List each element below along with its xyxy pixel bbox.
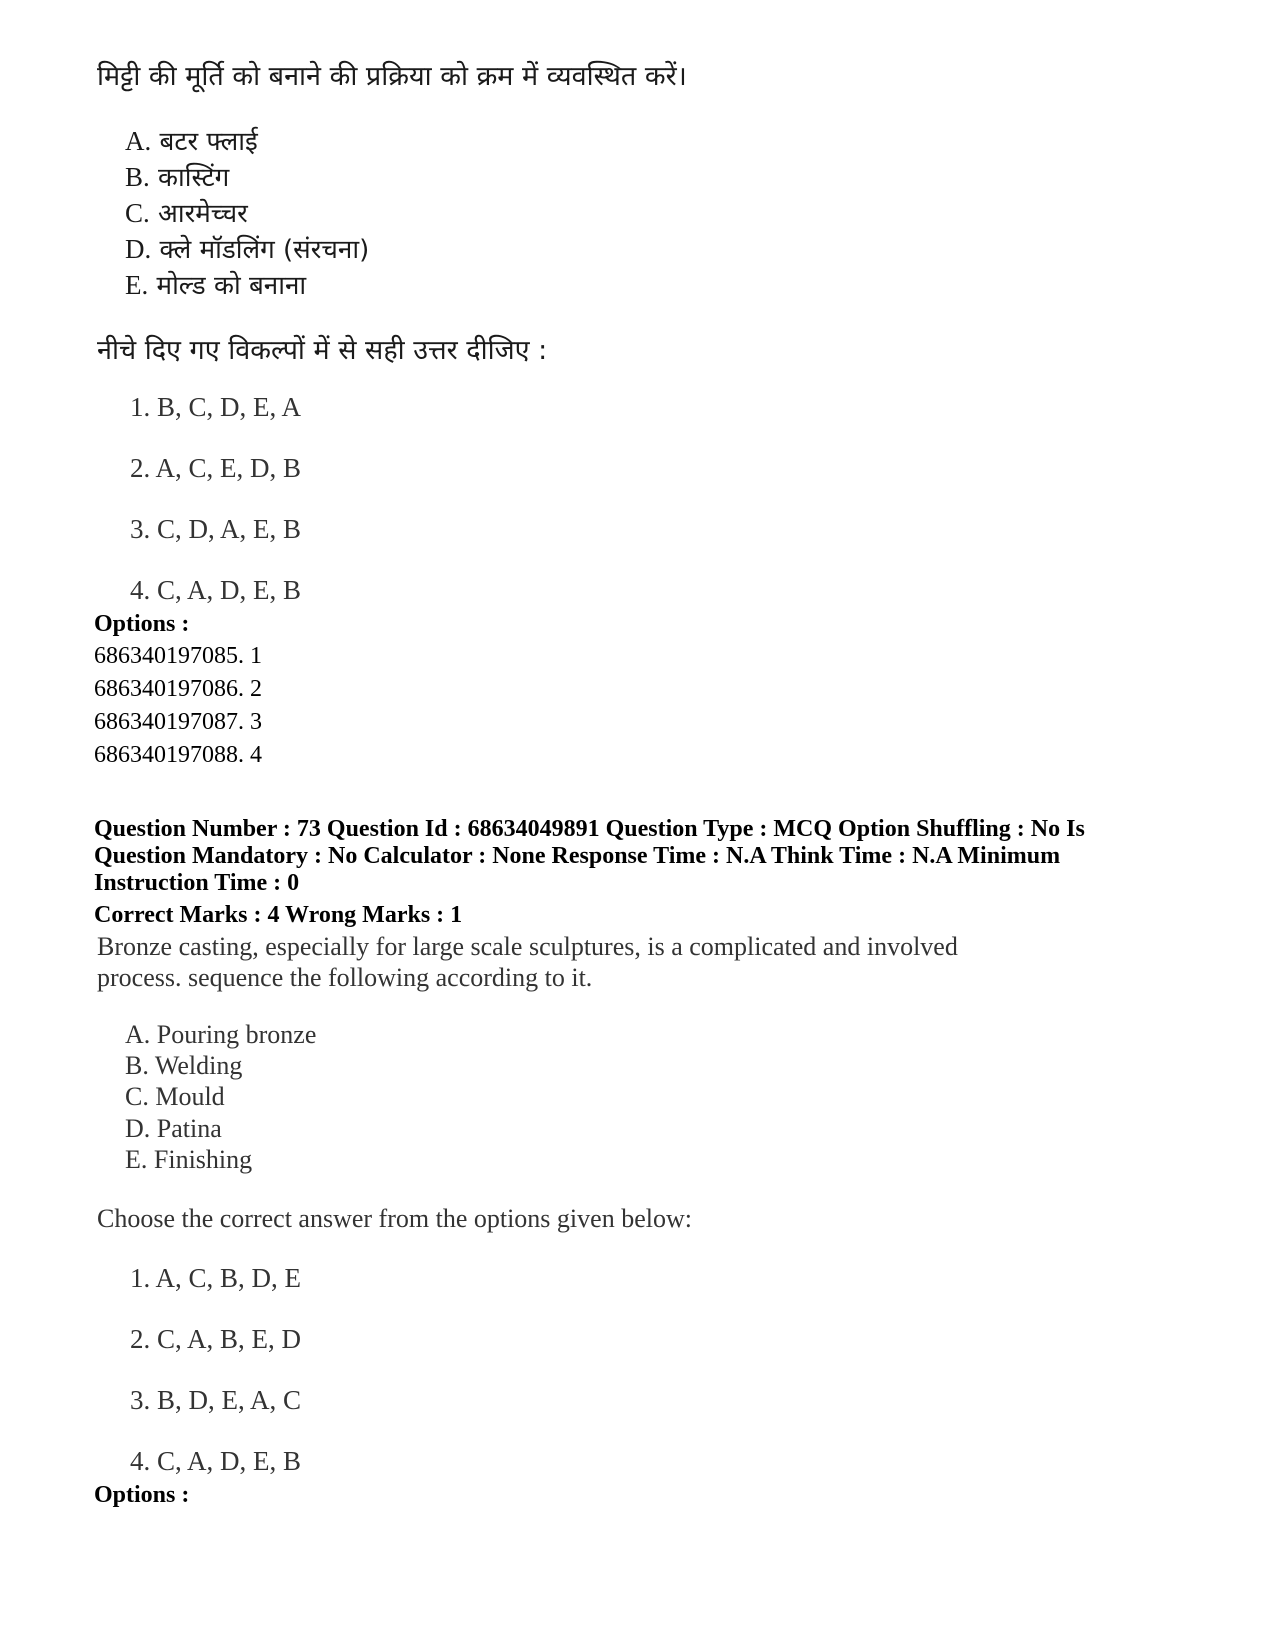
q72-option-3: 686340197087. 3 [94, 709, 262, 735]
q73-marks: Correct Marks : 4 Wrong Marks : 1 [94, 902, 463, 928]
q72-item-d [125, 230, 369, 266]
q73-item-b [125, 1051, 242, 1081]
q73-choice-1: 1. A, C, B, D, E [130, 1263, 302, 1293]
q72-option-4: 686340197088. 4 [94, 742, 262, 768]
q72-item-e-letter: E. [125, 270, 149, 300]
q72-item-b-text: कास्टिंग [158, 163, 230, 193]
q72-item-c-text: आरमेच्चर [158, 199, 248, 229]
q72-prompt: नीचे दिए गए विकल्पों में से सही उत्तर दीजिए : [97, 335, 548, 366]
q73-prompt: Choose the correct answer from the options given below: [97, 1204, 692, 1233]
q73-options-label: Options : [94, 1482, 190, 1508]
q72-choice-2: 2. A, C, E, D, B [130, 453, 302, 483]
q73-choice-3: 3. B, D, E, A, C [130, 1385, 302, 1415]
q72-title: मिट्टी की मूर्ति को बनाने की प्रक्रिया को क्रम में व्यवस्थित करें। [97, 61, 687, 92]
q72-item-c-letter: C. [125, 198, 150, 228]
q73-question-line-2: process. sequence the following according to it. [97, 963, 593, 992]
q73-item-a-text: Pouring bronze [156, 1020, 317, 1049]
q73-item-d [125, 1114, 222, 1144]
q73-item-e-letter: E. [125, 1145, 148, 1174]
q72-options-label: Options : [94, 611, 190, 637]
q73-meta-line-1: Question Number : 73 Question Id : 68634049891 Question Type : MCQ Option Shuffling : No Is [94, 816, 1085, 842]
q72-option-2: 686340197086. 2 [94, 676, 262, 702]
q72-item-a-letter: A. [125, 126, 152, 156]
q73-item-c-letter: C. [125, 1082, 149, 1111]
q72-item-d-text: क्ले मॉडलिंग (संरचना) [159, 235, 370, 265]
q73-question-line-1: Bronze casting, especially for large scale sculptures, is a complicated and involved [97, 932, 958, 961]
q73-item-d-letter: D. [125, 1114, 151, 1143]
q72-item-a-text: बटर फ्लाई [159, 127, 258, 157]
q72-item-e-text: मोल्ड को बनाना [156, 271, 307, 301]
q72-item-a [125, 122, 258, 158]
q73-item-e [125, 1145, 252, 1175]
q73-item-c [125, 1082, 225, 1112]
q72-choice-3: 3. C, D, A, E, B [130, 514, 302, 544]
q72-choice-4: 4. C, A, D, E, B [130, 575, 302, 605]
q73-meta-line-2: Question Mandatory : No Calculator : None Response Time : N.A Think Time : N.A Minimum [94, 843, 1061, 869]
q72-item-b [125, 158, 229, 194]
q72-item-b-letter: B. [125, 162, 150, 192]
q72-item-d-letter: D. [125, 234, 152, 264]
q72-option-1: 686340197085. 1 [94, 643, 262, 669]
q73-item-b-letter: B. [125, 1051, 149, 1080]
q73-item-a [125, 1020, 316, 1050]
q72-item-c [125, 194, 248, 230]
q73-choice-4: 4. C, A, D, E, B [130, 1446, 302, 1476]
q73-item-e-text: Finishing [153, 1145, 253, 1174]
q72-choice-1: 1. B, C, D, E, A [130, 392, 302, 422]
q73-choice-2: 2. C, A, B, E, D [130, 1324, 302, 1354]
q73-item-d-text: Patina [156, 1114, 222, 1143]
q73-item-c-text: Mould [155, 1082, 225, 1111]
q73-item-a-letter: A. [125, 1020, 151, 1049]
q72-item-e [125, 266, 306, 302]
q73-meta-line-3: Instruction Time : 0 [94, 870, 300, 896]
q73-item-b-text: Welding [154, 1051, 243, 1080]
